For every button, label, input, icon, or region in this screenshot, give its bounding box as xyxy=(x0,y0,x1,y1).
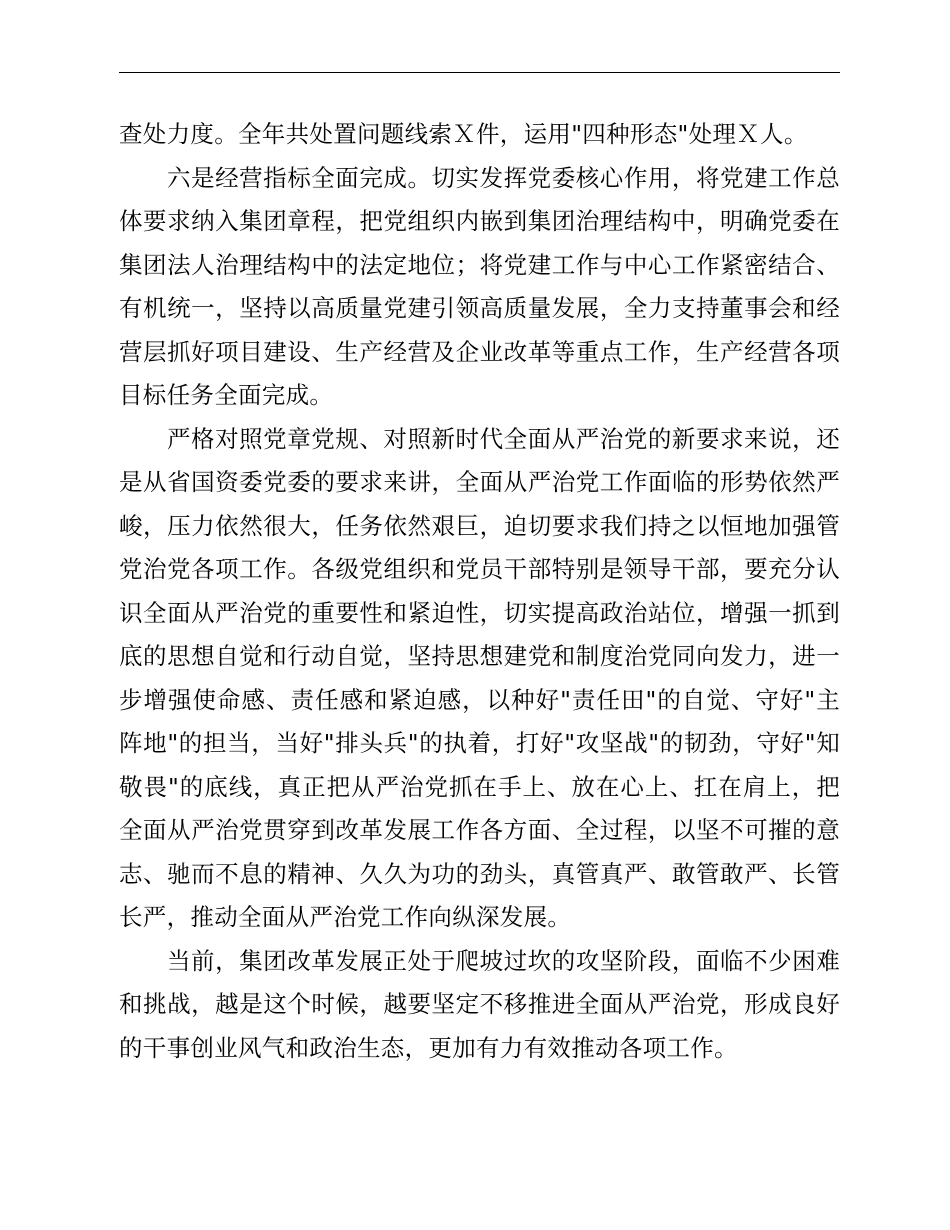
paragraph-business-targets: 六是经营指标全面完成。切实发挥党委核心作用，将党建工作总体要求纳入集团章程，把党组织内嵌到集团治理结构中，明确党委在集团法人治理结构中的法定地位；将党建工作与中心工作紧密结合、有机统一，坚持以高质量党建引领高质量发展，全力支持董事会和经营层抓好项目建设、生产经营及企业改革等重点工作，生产经营各项目标任务全面完成。 xyxy=(119,163,840,409)
document-body xyxy=(119,113,840,1070)
paragraph-strict-governance: 严格对照党章党规、对照新时代全面从严治党的新要求来说，还是从省国资委党委的要求来讲，全面从严治党工作面临的形势依然严峻，压力依然很大，任务依然艰巨，迫切要求我们持之以恒地加强管党治党各项工作。各级党组织和党员干部特别是领导干部，要充分认识全面从严治党的重要性和紧迫性，切实提高政治站位，增强一抓到底的思想自觉和行动自觉，坚持思想建党和制度治党同向发力，进一步增强使命感、责任感和紧迫感，以种好"责任田"的自觉、守好"主阵地"的担当，当好"排头兵"的执着，打好"攻坚战"的韧劲，守好"知敬畏"的底线，真正把从严治党抓在手上、放在心上、扛在肩上，把全面从严治党贯穿到改革发展工作各方面、全过程，以坚不可摧的意志、驰而不息的精神、久久为功的劲头，真管真严、敢管敢严、长管长严，推动全面从严治党工作向纵深发展。 xyxy=(119,424,840,931)
paragraph-current-situation: 当前，集团改革发展正处于爬坡过坎的攻坚阶段，面临不少困难和挑战，越是这个时候，越要坚定不移推进全面从严治党，形成良好的干事创业风气和政治生态，更加有力有效推动各项工作。 xyxy=(119,946,840,1062)
paragraph-continuation: 查处力度。全年共处置问题线索Ｘ件，运用"四种形态"处理Ｘ人。 xyxy=(119,120,808,148)
header-rule xyxy=(119,72,840,73)
